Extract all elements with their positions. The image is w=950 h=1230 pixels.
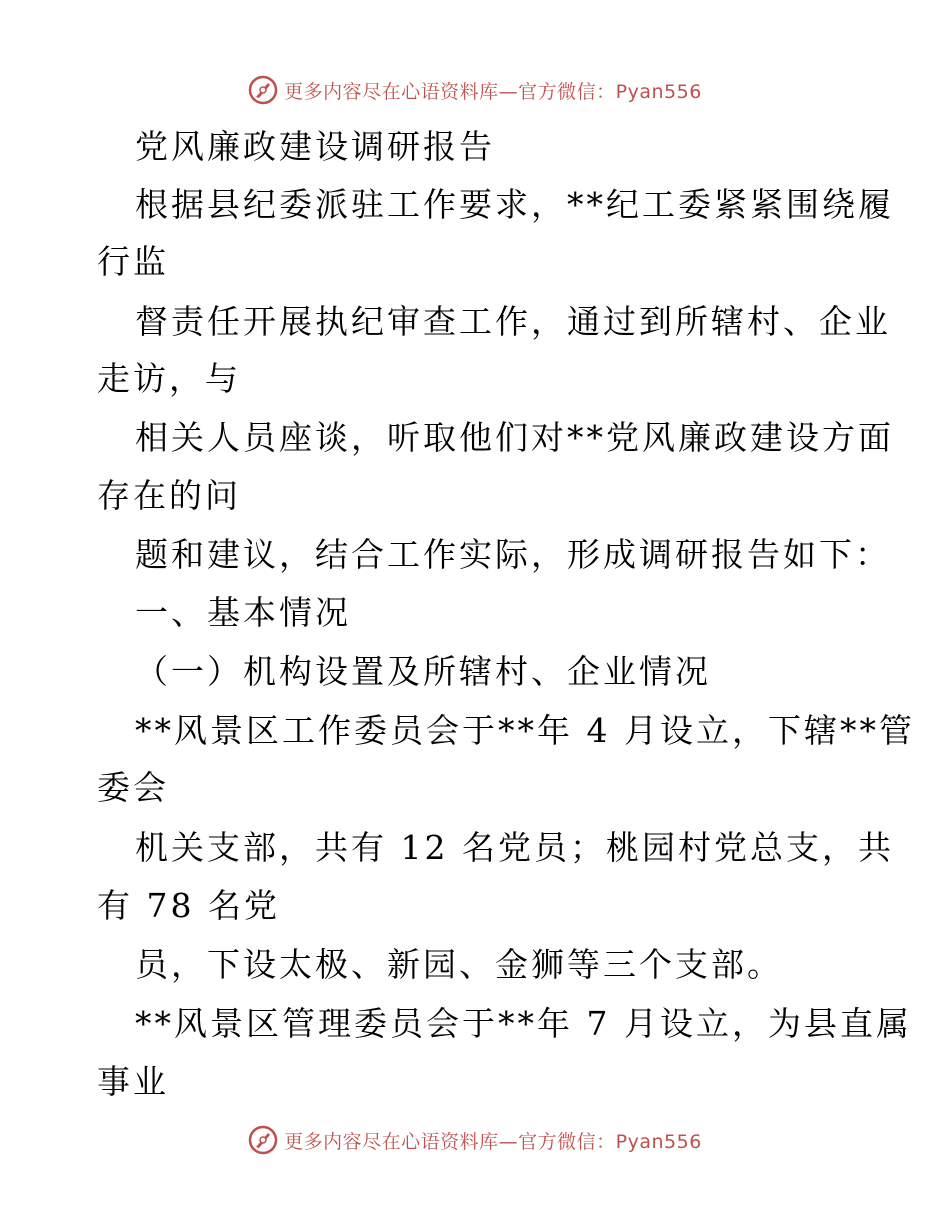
paragraph-line: **风景区工作委员会于**年 4 月设立，下辖**管: [135, 711, 915, 750]
paragraph-line: 督责任开展执纪审查工作，通过到所辖村、企业: [135, 302, 891, 341]
quill-seal-icon: [248, 1125, 278, 1155]
paragraph-line: 有 78 名党: [97, 886, 280, 925]
paragraph-line: 根据县纪委派驻工作要求，**纪工委紧紧围绕履: [135, 185, 894, 224]
header-banner-text: 更多内容尽在心语资料库—官方微信：Pyan556: [284, 80, 702, 103]
section-heading: 一、基本情况: [135, 593, 351, 632]
header-banner: [0, 72, 950, 108]
paragraph-line: 员，下设太极、新园、金狮等三个支部。: [135, 945, 783, 984]
subsection-heading: （一）机构设置及所辖村、企业情况: [135, 652, 711, 691]
paragraph-line: 事业: [97, 1062, 169, 1101]
document-title: 党风廉政建设调研报告: [135, 127, 495, 166]
header-banner-content: [248, 75, 702, 105]
paragraph-line: 存在的问: [97, 476, 241, 515]
paragraph-line: 相关人员座谈，听取他们对**党风廉政建设方面: [135, 418, 894, 457]
paragraph-line: 机关支部，共有 12 名党员；桃园村党总支，共: [135, 828, 894, 867]
quill-seal-icon: [248, 75, 278, 105]
paragraph-line: 题和建议，结合工作实际，形成调研报告如下：: [135, 535, 891, 574]
paragraph-line: 走访，与: [97, 359, 241, 398]
paragraph-line: 行监: [97, 242, 169, 281]
footer-banner-content: [248, 1125, 702, 1155]
footer-banner-text: 更多内容尽在心语资料库—官方微信：Pyan556: [284, 1130, 702, 1153]
paragraph-line: 委会: [97, 768, 169, 807]
footer-banner: [0, 1122, 950, 1158]
paragraph-line: **风景区管理委员会于**年 7 月设立，为县直属: [135, 1004, 912, 1043]
